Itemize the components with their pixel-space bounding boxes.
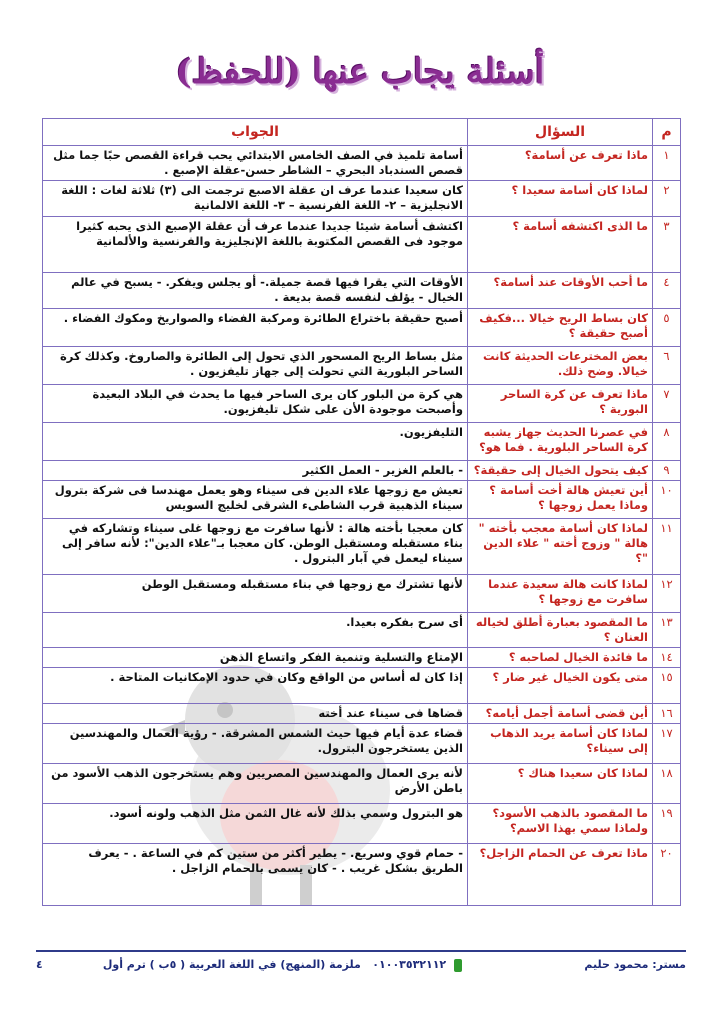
footer xyxy=(36,958,686,978)
row-number: ١٧ xyxy=(653,724,681,764)
table-row xyxy=(43,844,681,906)
table-row xyxy=(43,613,681,648)
row-number: ٤ xyxy=(653,273,681,309)
row-number: ١١ xyxy=(653,519,681,575)
table-row xyxy=(43,704,681,724)
row-question: في عصرنا الحديث جهاز يشبه كرة الساحر البلورية . فما هو؟ xyxy=(468,423,653,461)
header-answer: الجواب xyxy=(43,119,468,146)
header-num: م xyxy=(653,119,681,146)
row-number: ٦ xyxy=(653,347,681,385)
row-answer: - حمام قوي وسريع. - يطير أكثر من ستين كم في الساعة . - يعرف الطريق بشكل غريب . - كان يسمى بالحمام الزاجل . xyxy=(43,844,468,906)
row-number: ٢ xyxy=(653,181,681,217)
row-number: ٨ xyxy=(653,423,681,461)
row-number: ٩ xyxy=(653,461,681,481)
row-question: بعض المخترعات الحديثة كانت خيالا. وضح ذلك. xyxy=(468,347,653,385)
row-question: ما فائدة الخيال لصاحبه ؟ xyxy=(468,648,653,668)
row-question: لماذا كان أسامة يريد الذهاب إلى سيناء؟ xyxy=(468,724,653,764)
table-row xyxy=(43,764,681,804)
footer-teacher: مستر: محمود حليم xyxy=(584,958,686,971)
table-row xyxy=(43,217,681,273)
row-number: ٥ xyxy=(653,309,681,347)
row-number: ٢٠ xyxy=(653,844,681,906)
row-answer: هو البترول وسمي بذلك لأنه غال الثمن مثل الذهب ولونه أسود. xyxy=(43,804,468,844)
table-row xyxy=(43,423,681,461)
row-number: ١٤ xyxy=(653,648,681,668)
row-question: ماذا تعرف عن كرة الساحر البورية ؟ xyxy=(468,385,653,423)
table-row xyxy=(43,461,681,481)
header-question: السؤال xyxy=(468,119,653,146)
row-question: لماذا كانت هالة سعيدة عندما سافرت مع زوجها ؟ xyxy=(468,575,653,613)
row-answer: أسامة تلميذ في الصف الخامس الابتدائي يحب قراءة القصص حبًا جما مثل قصص السندباد البحري – الشاطر حسن-عقلة الإصبع . xyxy=(43,146,468,181)
row-question: لماذا كان أسامة معجب بأخته " هالة " وزوج أخته " علاء الدين "؟ xyxy=(468,519,653,575)
row-question: ما أحب الأوقات عند أسامة؟ xyxy=(468,273,653,309)
row-answer: كان معجبا بأخته هالة : لأنها سافرت مع زوجها غلى سيناء وتشاركه في بناء مستقبله ومستقبل الوطن. كان معجبا بـ"علاء الدين": لأنه سافر إلى سيناء ليعمل في آبار البترول . xyxy=(43,519,468,575)
row-answer: قضاها فى سيناء عند أخته xyxy=(43,704,468,724)
row-number: ١٦ xyxy=(653,704,681,724)
row-question: لماذا كان سعيدا هناك ؟ xyxy=(468,764,653,804)
row-number: ١٥ xyxy=(653,668,681,704)
footer-divider xyxy=(36,950,686,952)
row-question: ما المقصود بالذهب الأسود؟ ولماذا سمي بهذا الاسم؟ xyxy=(468,804,653,844)
row-answer: التليفزيون. xyxy=(43,423,468,461)
row-question: متى يكون الخيال غير ضار ؟ xyxy=(468,668,653,704)
page-title: أسئلة يجاب عنها (للحفظ) xyxy=(175,52,545,92)
table-row xyxy=(43,668,681,704)
row-answer: قضاء عدة أيام فيها حيث الشمس المشرقة. - رؤية العمال والمهندسين الذين يستخرجون البترول. xyxy=(43,724,468,764)
row-answer: أصبح حقيقة باختراع الطائرة ومركبة الفضاء والصواريخ ومكوك الفضاء . xyxy=(43,309,468,347)
row-answer: - بالعلم الغزير - العمل الكثير xyxy=(43,461,468,481)
phone-icon xyxy=(454,959,462,972)
table-row xyxy=(43,804,681,844)
row-question: كان بساط الريح خيالا ...فكيف أصبح حقيقة ؟ xyxy=(468,309,653,347)
row-number: ١٩ xyxy=(653,804,681,844)
footer-center xyxy=(103,958,466,972)
row-question: ماذا تعرف عن الحمام الزاجل؟ xyxy=(468,844,653,906)
table-row xyxy=(43,309,681,347)
row-question: كيف يتحول الخيال إلى حقيقة؟ xyxy=(468,461,653,481)
row-answer: الأوقات التي يقرا فيها قصة جميلة.- أو يجلس ويفكر. - يسبح في عالم الخيال - يؤلف لنفسه قصة بديعة . xyxy=(43,273,468,309)
table-row xyxy=(43,724,681,764)
row-answer: اكتشف أسامة شيئا جديدا عندما عرف أن عقلة الإصبع الذى يحبه كثيرا موجود فى القصص المكتوبة باللغة الإنجليزية والفرنسية والألمانية xyxy=(43,217,468,273)
row-answer: لأنها تشترك مع زوجها في بناء مستقبله ومستقبل الوطن xyxy=(43,575,468,613)
row-number: ١ xyxy=(653,146,681,181)
row-number: ١٣ xyxy=(653,613,681,648)
row-number: ١٨ xyxy=(653,764,681,804)
row-question: ماذا تعرف عن أسامة؟ xyxy=(468,146,653,181)
table-row xyxy=(43,181,681,217)
row-answer: مثل بساط الريح المسحور الذي تحول إلى الطائرة والصاروخ. وكذلك كرة الساحر البلورية التي تحولت إلى جهاز تليفزيون . xyxy=(43,347,468,385)
footer-booklet: ملزمة (المنهج) في اللغة العربية ( ٥ب ) ترم أول xyxy=(102,958,361,971)
row-answer: تعيش مع زوجها علاء الدين فى سيناء وهو يعمل مهندسا فى شركة بترول سيناء الذهبية قرب الشاطىء الشرقى لخليج السويس xyxy=(43,481,468,519)
table-row xyxy=(43,648,681,668)
table-row xyxy=(43,481,681,519)
table-row xyxy=(43,519,681,575)
row-answer: لأنه يرى العمال والمهندسين المصريين وهم يستخرجون الذهب الأسود من باطن الأرض xyxy=(43,764,468,804)
row-number: ١٠ xyxy=(653,481,681,519)
page-number: ٤ xyxy=(36,958,43,971)
table-row xyxy=(43,385,681,423)
row-question: ما الذى اكتشفه أسامة ؟ xyxy=(468,217,653,273)
row-number: ٣ xyxy=(653,217,681,273)
table-row xyxy=(43,347,681,385)
table-row xyxy=(43,146,681,181)
qa-table xyxy=(42,118,681,906)
table-row xyxy=(43,273,681,309)
row-number: ٧ xyxy=(653,385,681,423)
row-answer: الإمتاع والتسلية وتنمية الفكر واتساع الذهن xyxy=(43,648,468,668)
row-answer: كان سعيدا عندما عرف ان عقلة الاصبع ترجمت الى (٣) ثلاثة لغات : اللغة الانجليزية – ٢- اللغة الفرنسية – ٣- اللغة الالمانية xyxy=(43,181,468,217)
row-question: أين قضى أسامة أجمل أيامه؟ xyxy=(468,704,653,724)
row-question: أين تعيش هالة أخت أسامة ؟ وماذا يعمل زوجها ؟ xyxy=(468,481,653,519)
row-answer: إذا كان له أساس من الواقع وكان في حدود الإمكانيات المتاحة . xyxy=(43,668,468,704)
table-row xyxy=(43,575,681,613)
row-question: ما المقصود بعبارة أطلق لخياله العنان ؟ xyxy=(468,613,653,648)
row-answer: أى سرح بفكره بعيدا. xyxy=(43,613,468,648)
footer-phone: ٠١٠٠٣٥٣٢١١٢ xyxy=(372,958,447,971)
row-answer: هي كرة من البلور كان يرى الساحر فيها ما يحدث في البلاد البعيدة وأصبحت موجودة الأن على شكل تليفزيون. xyxy=(43,385,468,423)
row-question: لماذا كان أسامة سعيدا ؟ xyxy=(468,181,653,217)
row-number: ١٢ xyxy=(653,575,681,613)
table-header-row xyxy=(43,119,681,146)
